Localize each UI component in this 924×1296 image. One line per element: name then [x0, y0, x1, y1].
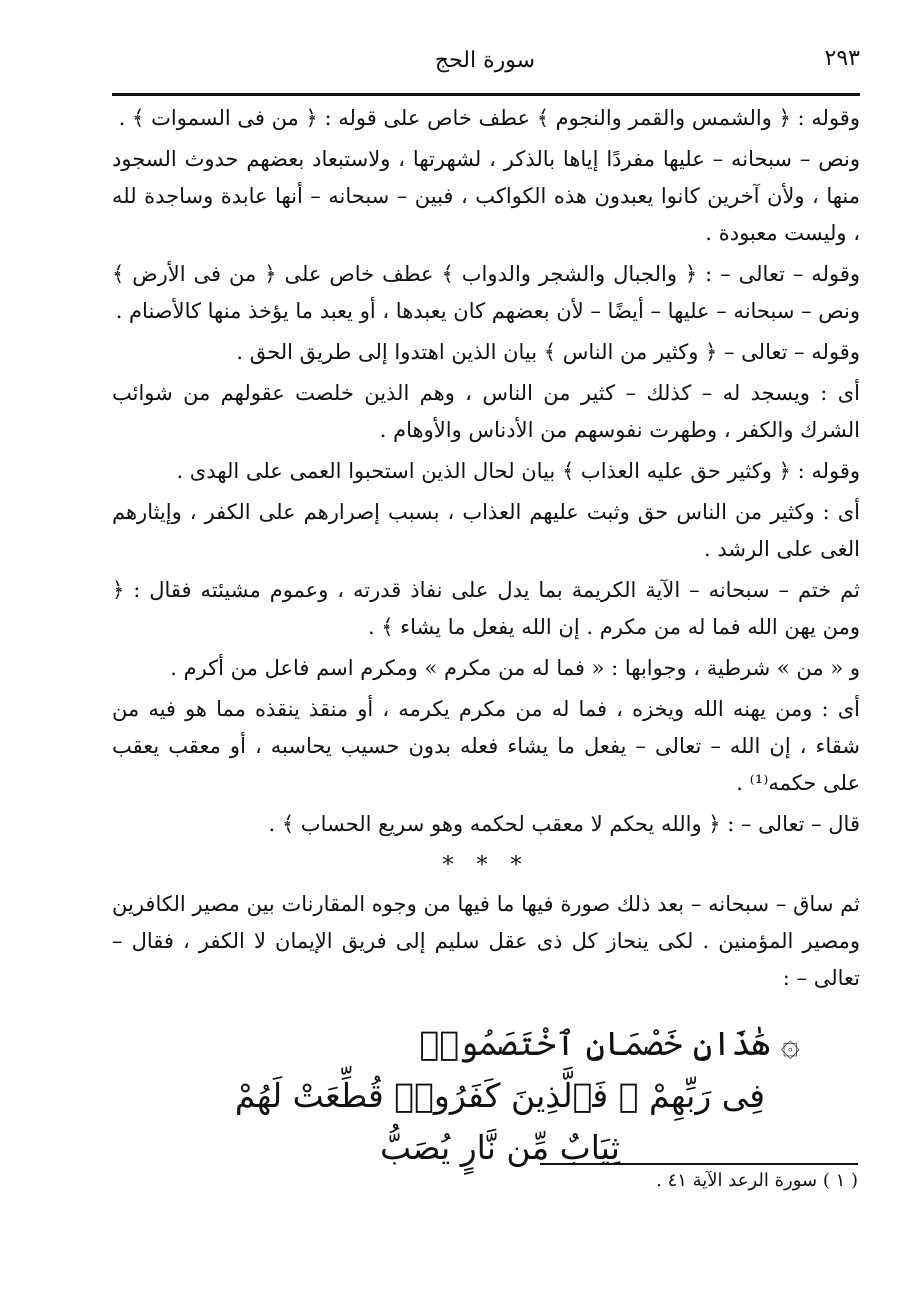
paragraph: وقوله – تعالى – : ﴿ والجبال والشجر والدواب ﴾ عطف خاص على ﴿ من فى الأرض ﴾ ونص – سبحانه – عليها – أيضًا – لأن بعضهم كان يعبدها ، أو يعبد ما يؤخذ منها كالأصنام .: [112, 262, 860, 323]
page-number: ٢٩٣: [824, 46, 860, 71]
footnote: ( ١ ) سورة الرعد الآية ٤١ .: [656, 1170, 858, 1191]
paragraph: قال – تعالى – : ﴿ والله يحكم لا معقب لحكمه وهو سريع الحساب ﴾ .: [268, 812, 860, 836]
section-separator: * * *: [442, 853, 530, 878]
paragraph: أى : وكثير من الناس حق وثبت عليهم العذاب ، بسبب إصرارهم على الكفر ، وإيثارهم الغى على الرشد .: [112, 500, 860, 561]
paragraph: وقوله – تعالى – ﴿ وكثير من الناس ﴾ بيان الذين اهتدوا إلى طريق الحق .: [236, 340, 860, 364]
verse-line: فِى رَبِّهِمْ ۖ فَٱلَّذِينَ كَفَرُوا۟ قُطِّعَتْ لَهُمْ ثِيَابٌ مِّن نَّارٍ يُصَبُّ: [234, 1076, 766, 1167]
chapter-title: سورة الحج: [434, 48, 536, 73]
paragraph: وقوله : ﴿ والشمس والقمر والنجوم ﴾ عطف خاص على قوله : ﴿ من فى السموات ﴾ .: [118, 106, 860, 130]
paragraph: ونص – سبحانه – عليها مفردًا إياها بالذكر ، لشهرتها ، ولاستبعاد بعضهم حدوث السجود منها ، ولأن آخرين كانوا يعبدون هذه الكواكب ، فبين – سبحانه – أنها عابدة وساجدة لله ، وليست معبودة .: [112, 147, 860, 245]
closing-paragraph: ثم ساق – سبحانه – بعد ذلك صورة فيها ما فيها من وجوه المقارنات بين مصير الكافرين ومصير المؤمنين . لكى ينحاز كل ذى عقل سليم إلى فريق الإيمان لا الكفر ، فقال – تعالى – :: [112, 892, 860, 990]
paragraph: أى : ومن يهنه الله ويخزه ، فما له من مكرم يكرمه ، أو منقذ ينقذه مما هو فيه من شقاء ، إن الله – تعالى – يفعل ما يشاء فعله بدون حسيب يحاسبه ، أو معقب يعقب على حكمه⁽¹⁾ .: [112, 697, 861, 795]
quran-verse: [200, 1018, 800, 1174]
paragraph: أى : ويسجد له – كذلك – كثير من الناس ، وهم الذين خلصت عقولهم من شوائب الشرك والكفر ، وطهرت نفوسهم من الأدناس والأوهام .: [112, 381, 860, 442]
footnote-divider: [540, 1163, 858, 1165]
paragraph: و « من » شرطية ، وجوابها : « فما له من مكرم » ومكرم اسم فاعل من أكرم .: [170, 656, 860, 680]
commentary-body: [112, 100, 860, 1001]
page-header: [110, 40, 860, 90]
paragraph: وقوله : ﴿ وكثير حق عليه العذاب ﴾ بيان لحال الذين استحبوا العمى على الهدى .: [176, 459, 860, 483]
paragraph: ثم ختم – سبحانه – الآية الكريمة بما يدل على نفاذ قدرته ، وعموم مشيئته فقال : ﴿ ومن يهن الله فما له من مكرم . إن الله يفعل ما يشاء ﴾ .: [112, 578, 860, 639]
header-divider: [112, 93, 860, 96]
verse-line: ۞ هَٰذَانِ خَصْمَانِ ٱخْتَصَمُوا۟: [419, 1024, 800, 1063]
